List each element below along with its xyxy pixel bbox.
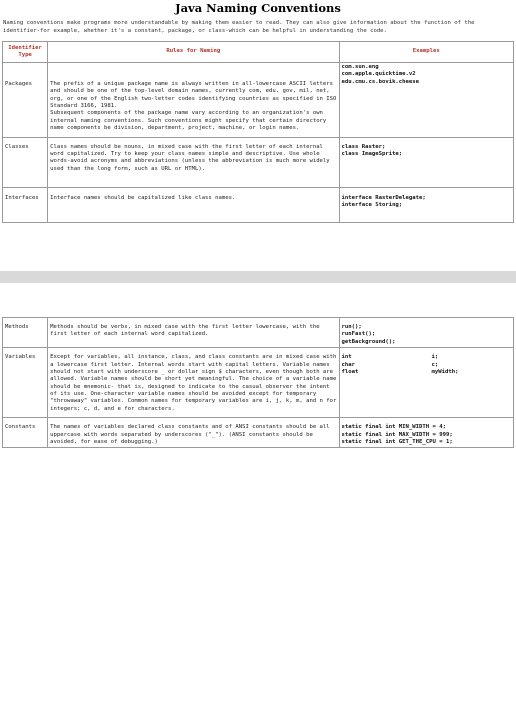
conventions-table-bottom [2, 317, 514, 448]
examples-cell [339, 188, 513, 223]
type-cell: Interfaces [3, 188, 48, 223]
example-code: run(); [341, 324, 362, 331]
example-code: getBackground(); [341, 338, 396, 345]
example-code: class Raster; [341, 143, 386, 150]
intro-paragraph: Naming conventions make programs more understandable by making them easier to read. They can also give information about the function of the identifier-for example, whether it's a constant, package, or class-which can be helpful in understanding the code. [3, 20, 475, 34]
table-row-packages [3, 62, 514, 137]
rules-cell: Methods should be verbs, in mixed case with the first letter lowercase, with the first letter of each internal word capitalized. [48, 318, 339, 348]
rules-cell [48, 62, 339, 137]
example-name: i; [431, 354, 439, 361]
rules-cell: Except for variables, all instance, class, and class constants are in mixed case with a lowercase first letter. Internal words start with capital letters. Variable names should not start with underscore _ or dollar sign $ characters, even though both are allowed. Variable names should be short yet meaningful. The choice of a variable name should be mnemonic- that is, designed to indicate to the casual observer the intent of its use. One-character variable names should be avoided except for temporary "throwaway" variables. Common names for temporary variables are i, j, k, m, and n for integers; c, d, and e for characters. [48, 348, 339, 418]
rules-paragraph: The prefix of a unique package name is always written in all-lowercase ASCII letters and should be one of the top-level domain names, currently com, edu, gov, mil, net, org, or one of the English two-letter codes identifying countries as specified in ISO Standard 3166, 1981. [50, 80, 337, 110]
header-examples: Examples [339, 41, 513, 62]
examples-cell [339, 62, 513, 137]
examples-cell [339, 348, 513, 418]
header-row [3, 41, 514, 62]
header-rules: Rules for Naming [48, 41, 339, 62]
example-code: runFast(); [341, 331, 376, 338]
examples-cell [339, 418, 513, 448]
table-row-constants [3, 418, 514, 448]
example-name: c; [431, 361, 439, 368]
example-declarations [342, 354, 511, 376]
example-code: static final int MAX_WIDTH = 999; [341, 431, 453, 438]
example-code: static final int GET_THE_CPU = 1; [341, 438, 453, 445]
type-cell: Packages [3, 62, 48, 137]
examples-cell [339, 137, 513, 188]
example-name: myWidth; [431, 368, 459, 375]
conventions-table-top [2, 41, 514, 223]
example-code: class ImageSprite; [341, 150, 403, 157]
examples-cell [339, 318, 513, 348]
table-row-classes [3, 137, 514, 188]
rules-cell: The names of variables declared class constants and of ANSI constants should be all uppercase with words separated by underscores ("_"). (ANSI constants should be avoided, for ease of debugging.) [48, 418, 339, 448]
rules-paragraph: Subsequent components of the package name vary according to an organization's own internal naming conventions. Such conventions might specify that certain directory name components be division, department, project, machine, or login names. [50, 110, 327, 132]
example-code: com.sun.eng [341, 63, 379, 70]
type-cell: Methods [3, 318, 48, 348]
example-type: char [341, 361, 356, 368]
rules-cell: Interface names should be capitalized like class names. [48, 188, 339, 223]
type-cell: Classes [3, 137, 48, 188]
header-identifier-type: Identifier Type [3, 41, 48, 62]
page-divider-band [0, 271, 516, 283]
spacer [0, 283, 516, 317]
type-cell: Variables [3, 348, 48, 418]
spacer [0, 223, 516, 271]
example-code: edu.cmu.cs.bovik.cheese [341, 78, 420, 85]
example-type: int [341, 354, 352, 361]
example-code: interface RasterDelegate; [341, 195, 426, 202]
example-code: static final int MIN_WIDTH = 4; [341, 424, 446, 431]
example-code: com.apple.quicktime.v2 [341, 71, 416, 78]
example-code: interface Storing; [341, 202, 403, 209]
table-row-interfaces [3, 188, 514, 223]
example-type: float [341, 368, 359, 375]
type-cell: Constants [3, 418, 48, 448]
table-row-methods [3, 318, 514, 348]
page-title: Java Naming Conventions [175, 1, 341, 15]
rules-cell: Class names should be nouns, in mixed case with the first letter of each internal word capitalized. Try to keep your class names simple and descriptive. Use whole words-avoid acronyms and abbreviations (unless the abbreviation is much more widely used than the long form, such as URL or HTML). [48, 137, 339, 188]
table-row-variables [3, 348, 514, 418]
